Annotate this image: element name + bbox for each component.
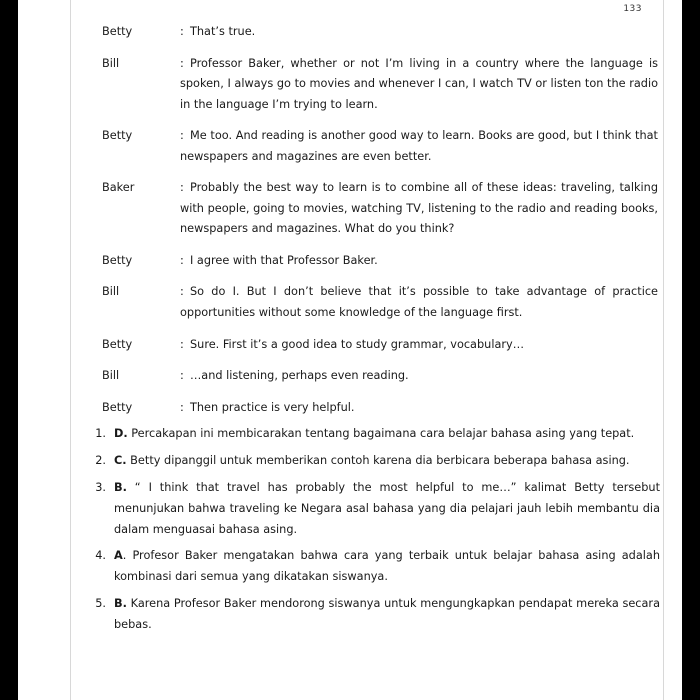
- answer-key-list: [88, 424, 660, 642]
- dialogue-colon: :: [180, 337, 184, 351]
- page-left-rule: [70, 0, 71, 700]
- answer-number: 3.: [95, 480, 106, 494]
- dialogue-colon: :: [180, 400, 184, 414]
- dialogue-line: [180, 178, 658, 240]
- dialogue-turn: [102, 126, 658, 167]
- dialogue-colon: :: [180, 129, 184, 143]
- dialogue-colon: :: [180, 56, 184, 70]
- dialogue-line-text: …and listening, perhaps even reading.: [190, 369, 409, 383]
- page-right-margin-shadow: [682, 0, 700, 700]
- answer-body: [114, 451, 660, 472]
- dialogue-speaker: Betty: [102, 25, 133, 38]
- page-content: [80, 0, 660, 700]
- dialogue-line: [180, 251, 658, 272]
- answer-key-letter: B.: [114, 597, 127, 611]
- dialogue-turn: [102, 22, 658, 43]
- page-right-rule: [663, 0, 664, 700]
- answer-body: [114, 546, 660, 588]
- dialogue-line: [180, 335, 658, 356]
- dialogue-colon: :: [180, 285, 184, 299]
- dialogue-speaker: Betty: [102, 400, 133, 414]
- answer-body: [114, 478, 660, 541]
- answer-number: 2.: [95, 453, 106, 467]
- dialogue-line: [180, 22, 658, 43]
- list-item: [88, 594, 660, 636]
- dialogue-turn: [102, 366, 658, 387]
- page-number: 133: [623, 4, 642, 14]
- answer-text: Percakapan ini membicarakan tentang bagaimana cara belajar bahasa asing yang tepat.: [127, 427, 635, 440]
- dialogue-turn: [102, 251, 658, 272]
- answer-body: [114, 594, 660, 636]
- answer-key-letter: C.: [114, 453, 127, 467]
- dialogue-line: [180, 398, 658, 419]
- dialogue-transcript: [102, 22, 658, 429]
- answer-key-letter: D.: [114, 427, 128, 440]
- dialogue-line-text: Sure. First it’s a good idea to study grammar, vocabulary…: [190, 337, 525, 351]
- dialogue-line-text: Me too. And reading is another good way to learn. Books are good, but I think that newspapers and magazines are even better.: [180, 129, 658, 163]
- answer-body: [114, 424, 660, 445]
- answer-number: 4.: [95, 549, 106, 563]
- dialogue-speaker: Betty: [102, 337, 133, 351]
- dialogue-turn: [102, 398, 658, 419]
- dialogue-turn: [102, 54, 658, 116]
- dialogue-colon: :: [180, 253, 184, 267]
- dialogue-speaker: Bill: [102, 369, 120, 383]
- dialogue-turn: [102, 335, 658, 356]
- dialogue-speaker: Bill: [102, 285, 120, 299]
- dialogue-turn: [102, 282, 658, 323]
- list-item: [88, 478, 660, 541]
- answer-text: Betty dipanggil untuk memberikan contoh karena dia berbicara beberapa bahasa asing.: [126, 453, 630, 467]
- dialogue-line-text: So do I. But I don’t believe that it’s possible to take advantage of practice opportunities without some knowledge of the language first.: [180, 285, 658, 320]
- answer-key-letter: B.: [114, 480, 127, 494]
- dialogue-line-text: I agree with that Professor Baker.: [190, 253, 378, 267]
- list-item: [88, 451, 660, 472]
- dialogue-speaker: Baker: [102, 181, 135, 195]
- list-item: [88, 424, 660, 445]
- answer-number: 1.: [95, 427, 106, 440]
- dialogue-line-text: Then practice is very helpful.: [190, 400, 355, 414]
- answer-text: “ I think that travel has probably the most helpful to me…” kalimat Betty tersebut menunjukan bahwa traveling ke Negara asal bahasa yang dia pelajari jauh lebih membantu dia dalam menguasai bahasa asing.: [114, 480, 660, 536]
- dialogue-line: [180, 54, 658, 116]
- dialogue-speaker: Betty: [102, 129, 133, 143]
- dialogue-line-text: Professor Baker, whether or not I’m living in a country where the language is spoken, I always go to movies and whenever I can, I watch TV or listen ton the radio in the language I’m trying to learn.: [180, 56, 658, 111]
- dialogue-line: [180, 282, 658, 323]
- dialogue-line-text: That’s true.: [190, 25, 256, 38]
- dialogue-line: [180, 126, 658, 167]
- page-left-margin-shadow: [0, 0, 18, 700]
- dialogue-line: [180, 366, 658, 387]
- dialogue-colon: :: [180, 25, 184, 38]
- dialogue-colon: :: [180, 181, 184, 195]
- answer-number: 5.: [95, 597, 106, 611]
- answer-key-letter: A: [114, 549, 123, 563]
- dialogue-turn: [102, 178, 658, 240]
- dialogue-colon: :: [180, 369, 184, 383]
- list-item: [88, 546, 660, 588]
- dialogue-speaker: Bill: [102, 56, 120, 70]
- document-page: [18, 0, 682, 700]
- dialogue-speaker: Betty: [102, 253, 133, 267]
- dialogue-line-text: Probably the best way to learn is to combine all of these ideas: traveling, talking with people, going to movies, watching TV, listening to the radio and reading books, newspapers and magazines. What do you think?: [180, 181, 658, 236]
- answer-text: . Profesor Baker mengatakan bahwa cara yang terbaik untuk belajar bahasa asing adalah kombinasi dari semua yang dikatakan siswanya.: [114, 549, 660, 584]
- answer-text: Karena Profesor Baker mendorong siswanya untuk mengungkapkan pendapat mereka secara bebas.: [114, 597, 660, 632]
